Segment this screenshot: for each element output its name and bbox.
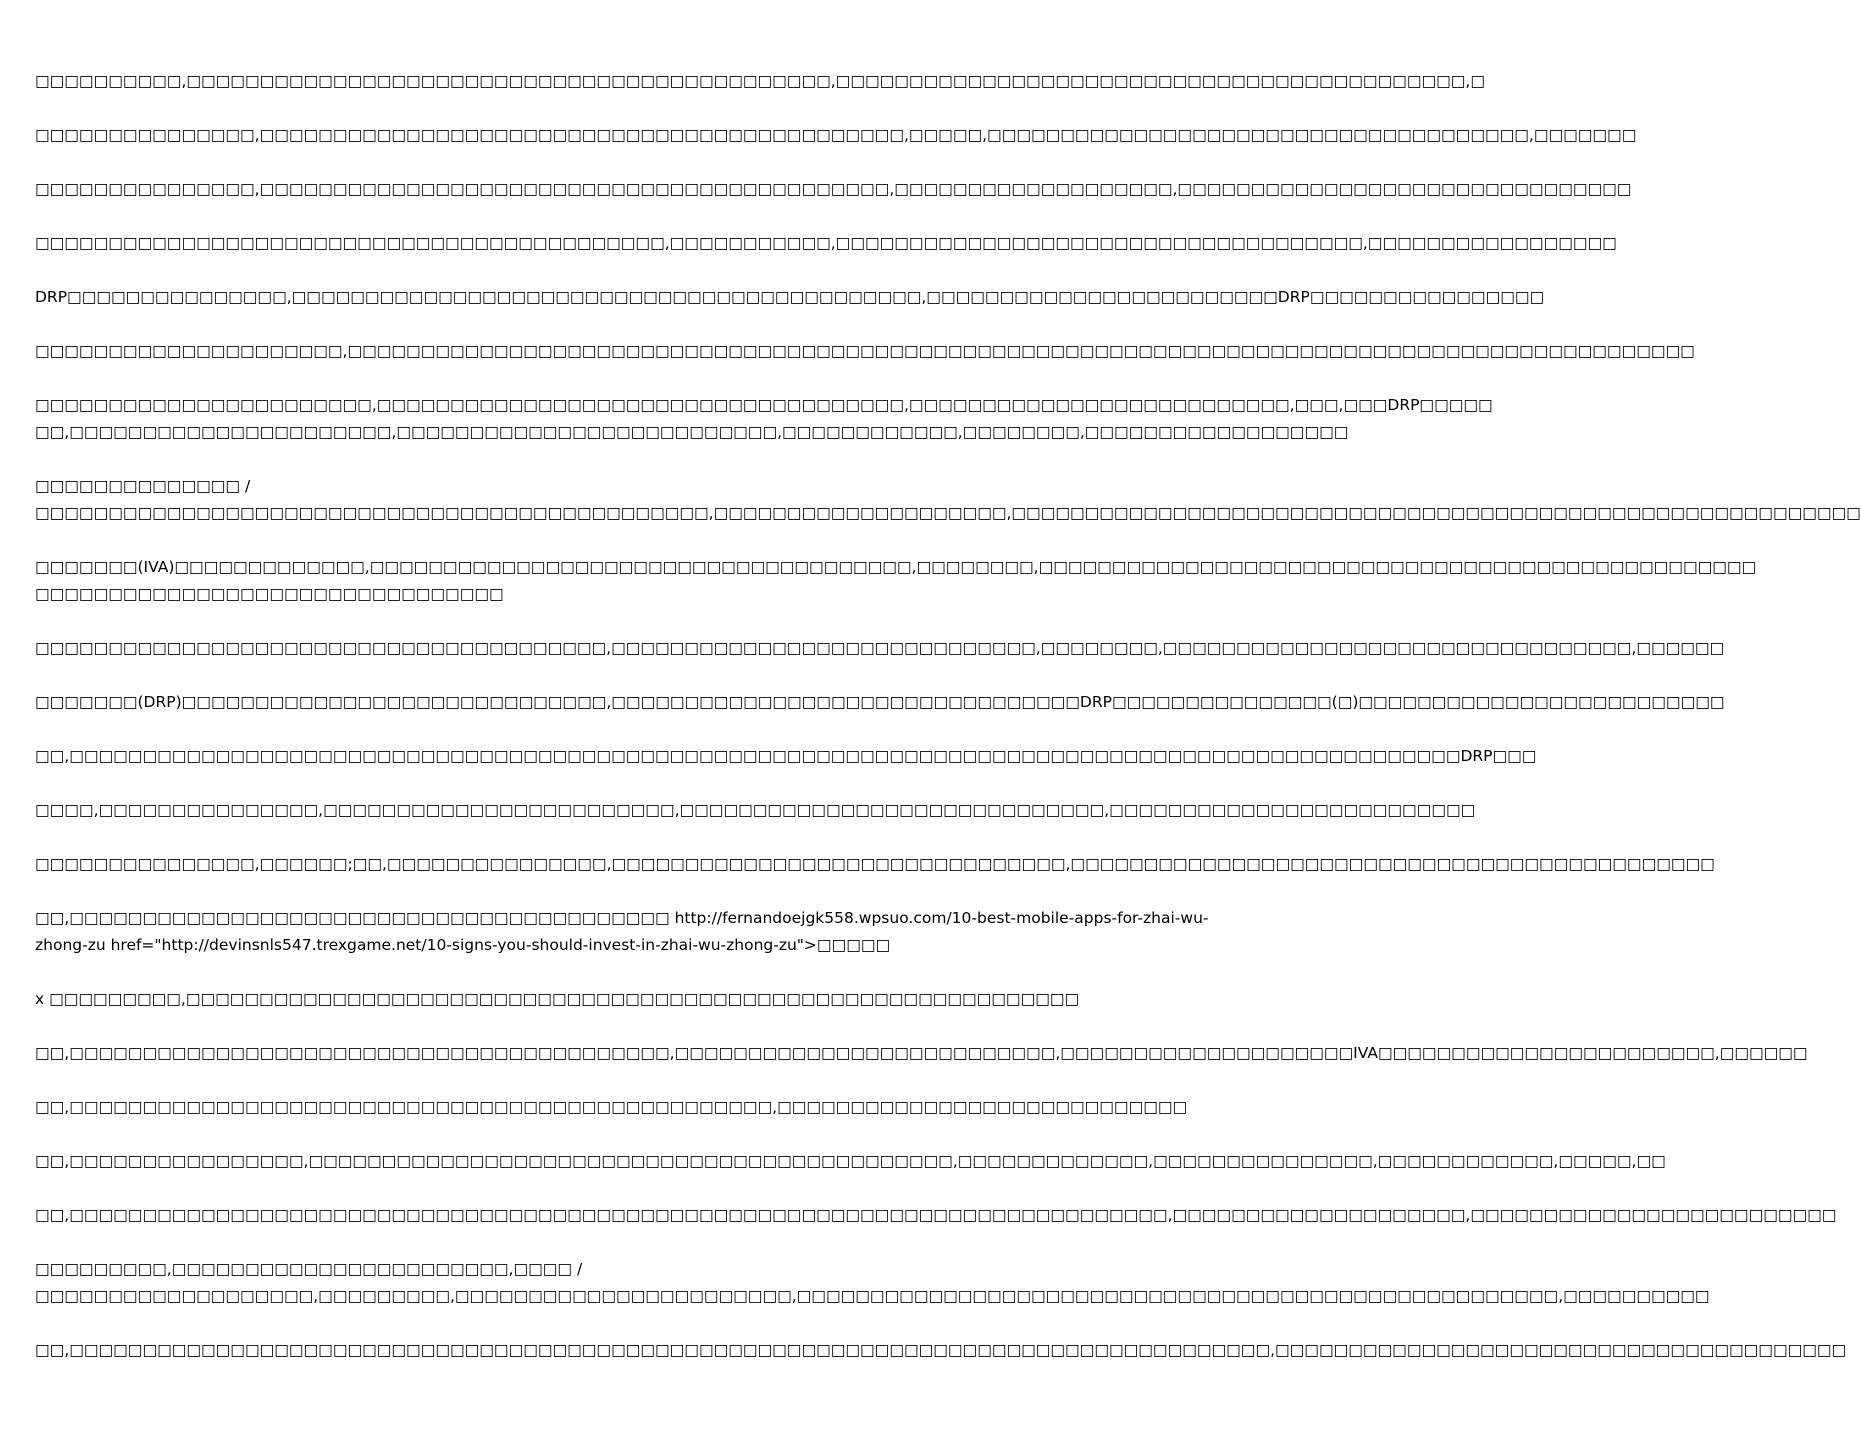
- paragraph-5: [35, 284, 1545, 311]
- paragraph-line: □□,□□□□□□□□□□□□□□□□□□□□□□□□□□□□□□□□□□□□□□□□□□□□□□□□□□□□□□□□□□□□□□□□□□□□□□□□□□□,□□□□□□□□□□□□□□□□□□□□,□□□□□□□□□□□□□□□□□□□□□□□□□: [35, 1206, 1837, 1224]
- paragraph-line: □□□□□□□□□□□□□□□,□□□□□□;□□,□□□□□□□□□□□□□□□,□□□□□□□□□□□□□□□□□□□□□□□□□□□□□□□,□□□□□□□□□□□□□□□□□□□□□□□□□□□□□□□□□□□□□□□□□□□□: [35, 855, 1715, 873]
- paragraph-line: □□□□□□□(DRP)□□□□□□□□□□□□□□□□□□□□□□□□□□□□□,□□□□□□□□□□□□□□□□□□□□□□□□□□□□□□□□DRP□□□□□□□□□□□□□□□(□)□□□□□□□□□□□□□□□□□□□□□□□□□: [35, 693, 1725, 711]
- paragraph-20: [35, 1202, 1837, 1229]
- paragraph-line: DRP□□□□□□□□□□□□□□□,□□□□□□□□□□□□□□□□□□□□□□□□□□□□□□□□□□□□□□□□□□□,□□□□□□□□□□□□□□□□□□□□□□□□DRP□□□□□□□□□□□□□□□□: [35, 288, 1545, 306]
- paragraph-22: [35, 1337, 1847, 1364]
- paragraph-line-with-link: zhong-zu href="http://devinsnls547.trexgame.net/10-signs-you-should-invest-in-zhai-wu-zhong-zu">□□□□□: [35, 936, 891, 954]
- paragraph-10: [35, 635, 1725, 662]
- paragraph-line: □□□□□□□□□□,□□□□□□□□□□□□□□□□□□□□□□□□□□□□□□□□□□□□□□□□□□□□,□□□□□□□□□□□□□□□□□□□□□□□□□□□□□□□□□□□□□□□□□□□,□: [35, 72, 1485, 90]
- document-body: [35, 68, 1861, 1398]
- paragraph-8: [35, 473, 1861, 527]
- paragraph-9: [35, 554, 1757, 608]
- paragraph-line: □□,□□□□□□□□□□□□□□□□□□□□□□□□□□□□□□□□□□□□□□□□□□□□□□□□,□□□□□□□□□□□□□□□□□□□□□□□□□□□□: [35, 1098, 1188, 1116]
- paragraph-line: □□□□□□□□□,□□□□□□□□□□□□□□□□□□□□□□□,□□□□ /: [35, 1260, 583, 1278]
- paragraph-line: □□,□□□□□□□□□□□□□□□□,□□□□□□□□□□□□□□□□□□□□□□□□□□□□□□□□□□□□□□□□□□□□,□□□□□□□□□□□□□,□□□□□□□□□□□□□□□,□□□□□□□□□□□□,□□□□□,□□: [35, 1152, 1666, 1170]
- paragraph-line: □□□□□□□□□□□□□□□□□□□□□□□□□□□□□□□□□□□□□□□□□□□□□□,□□□□□□□□□□□□□□□□□□□□,□□□□□□□□□□□□□□□□□□□□□□□□□□□□□□□□□□□□□□□□□□□□□□□□□□□□□□□□□□: [35, 504, 1861, 522]
- paragraph-line: □□,□□□□□□□□□□□□□□□□□□□□□□□□□□□□□□□□□□□□□□□□□,□□□□□□□□□□□□□□□□□□□□□□□□□□,□□□□□□□□□□□□□□□□□□□□IVA□□□□□□□□□□□□□□□□□□□□□□□,□□□□□□: [35, 1044, 1808, 1062]
- paragraph-line: □□□□□□□□□□□□□□□□□□□□□□□□□□□□□□□□□□□□□□□,□□□□□□□□□□□□□□□□□□□□□□□□□□□□□,□□□□□□□□,□□□□□□□□□□□□□□□□□□□□□□□□□□□□□□□□,□□□□□□: [35, 639, 1725, 657]
- paragraph-21: [35, 1256, 1710, 1310]
- paragraph-line: x □□□□□□□□□,□□□□□□□□□□□□□□□□□□□□□□□□□□□□□□□□□□□□□□□□□□□□□□□□□□□□□□□□□□□□□: [35, 990, 1080, 1008]
- paragraph-line-with-link: □□,□□□□□□□□□□□□□□□□□□□□□□□□□□□□□□□□□□□□□□□□□ http://fernandoejgk558.wpsuo.com/10-best-mobile-apps-for-zhai-wu-: [35, 909, 1209, 927]
- paragraph-15: [35, 905, 1209, 959]
- paragraph-16: [35, 986, 1080, 1013]
- paragraph-line: □□□□□□□(IVA)□□□□□□□□□□□□□,□□□□□□□□□□□□□□□□□□□□□□□□□□□□□□□□□□□□□,□□□□□□□□,□□□□□□□□□□□□□□□□□□□□□□□□□□□□□□□□□□□□□□□□□□□□□□□□□: [35, 558, 1757, 576]
- paragraph-19: [35, 1148, 1666, 1175]
- paragraph-line: □□□□□□□□□□□□□□□,□□□□□□□□□□□□□□□□□□□□□□□□□□□□□□□□□□□□□□□□□□□□,□□□□□,□□□□□□□□□□□□□□□□□□□□□□□□□□□□□□□□□□□□□,□□□□□□□: [35, 126, 1637, 144]
- paragraph-11: [35, 689, 1725, 716]
- paragraph-3: [35, 176, 1632, 203]
- paragraph-line: □□□□□□□□□□□□□□□□□□□□□□□,□□□□□□□□□□□□□□□□□□□□□□□□□□□□□□□□□□□□,□□□□□□□□□□□□□□□□□□□□□□□□□□,□□□,□□□DRP□□□□□: [35, 396, 1493, 414]
- paragraph-line: □□□□,□□□□□□□□□□□□□□□,□□□□□□□□□□□□□□□□□□□□□□□□,□□□□□□□□□□□□□□□□□□□□□□□□□□□□□,□□□□□□□□□□□□□□□□□□□□□□□□□: [35, 801, 1476, 819]
- paragraph-line: □□,□□□□□□□□□□□□□□□□□□□□□□□□□□□□□□□□□□□□□□□□□□□□□□□□□□□□□□□□□□□□□□□□□□□□□□□□□□□□□□□□□□□□□□□□□□□□□□□DRP□□□: [35, 747, 1537, 765]
- paragraph-17: [35, 1040, 1808, 1067]
- paragraph-4: [35, 230, 1617, 257]
- paragraph-line: □□□□□□□□□□□□□□□,□□□□□□□□□□□□□□□□□□□□□□□□□□□□□□□□□□□□□□□□□□□,□□□□□□□□□□□□□□□□□□□,□□□□□□□□□□□□□□□□□□□□□□□□□□□□□□□: [35, 180, 1632, 198]
- paragraph-1: [35, 68, 1485, 95]
- paragraph-13: [35, 797, 1476, 824]
- paragraph-6: [35, 338, 1695, 365]
- paragraph-line: □□,□□□□□□□□□□□□□□□□□□□□□□□□□□□□□□□□□□□□□□□□□□□□□□□□□□□□□□□□□□□□□□□□□□□□□□□□□□□□□□□□□□,□□□□□□□□□□□□□□□□□□□□□□□□□□□□□□□□□□□□□□□: [35, 1341, 1847, 1359]
- paragraph-line: □□□□□□□□□□□□□□ /: [35, 477, 251, 495]
- paragraph-line: □□□□□□□□□□□□□□□□□□□□□□□□□□□□□□□□□□□□□□□□□□□,□□□□□□□□□□□,□□□□□□□□□□□□□□□□□□□□□□□□□□□□□□□□□□□□,□□□□□□□□□□□□□□□□□: [35, 234, 1617, 252]
- paragraph-2: [35, 122, 1637, 149]
- paragraph-line: □□□□□□□□□□□□□□□□□□□,□□□□□□□□□,□□□□□□□□□□□□□□□□□□□□□□□,□□□□□□□□□□□□□□□□□□□□□□□□□□□□□□□□□□□□□□□□□□□□□□□□□□□□,□□□□□□□□□□: [35, 1287, 1710, 1305]
- paragraph-14: [35, 851, 1715, 878]
- paragraph-12: [35, 743, 1537, 770]
- paragraph-7: [35, 392, 1493, 446]
- paragraph-18: [35, 1094, 1188, 1121]
- paragraph-line: □□□□□□□□□□□□□□□□□□□□□,□□□□□□□□□□□□□□□□□□□□□□□□□□□□□□□□□□□□□□□□□□□□□□□□□□□□□□□□□□□□□□□□□□□□□□□□□□□□□□□□□□□□□□□□□□□□: [35, 342, 1695, 360]
- paragraph-line: □□□□□□□□□□□□□□□□□□□□□□□□□□□□□□□□: [35, 585, 504, 603]
- paragraph-line: □□,□□□□□□□□□□□□□□□□□□□□□□,□□□□□□□□□□□□□□□□□□□□□□□□□□,□□□□□□□□□□□□,□□□□□□□□,□□□□□□□□□□□□□□□□□□: [35, 423, 1349, 441]
